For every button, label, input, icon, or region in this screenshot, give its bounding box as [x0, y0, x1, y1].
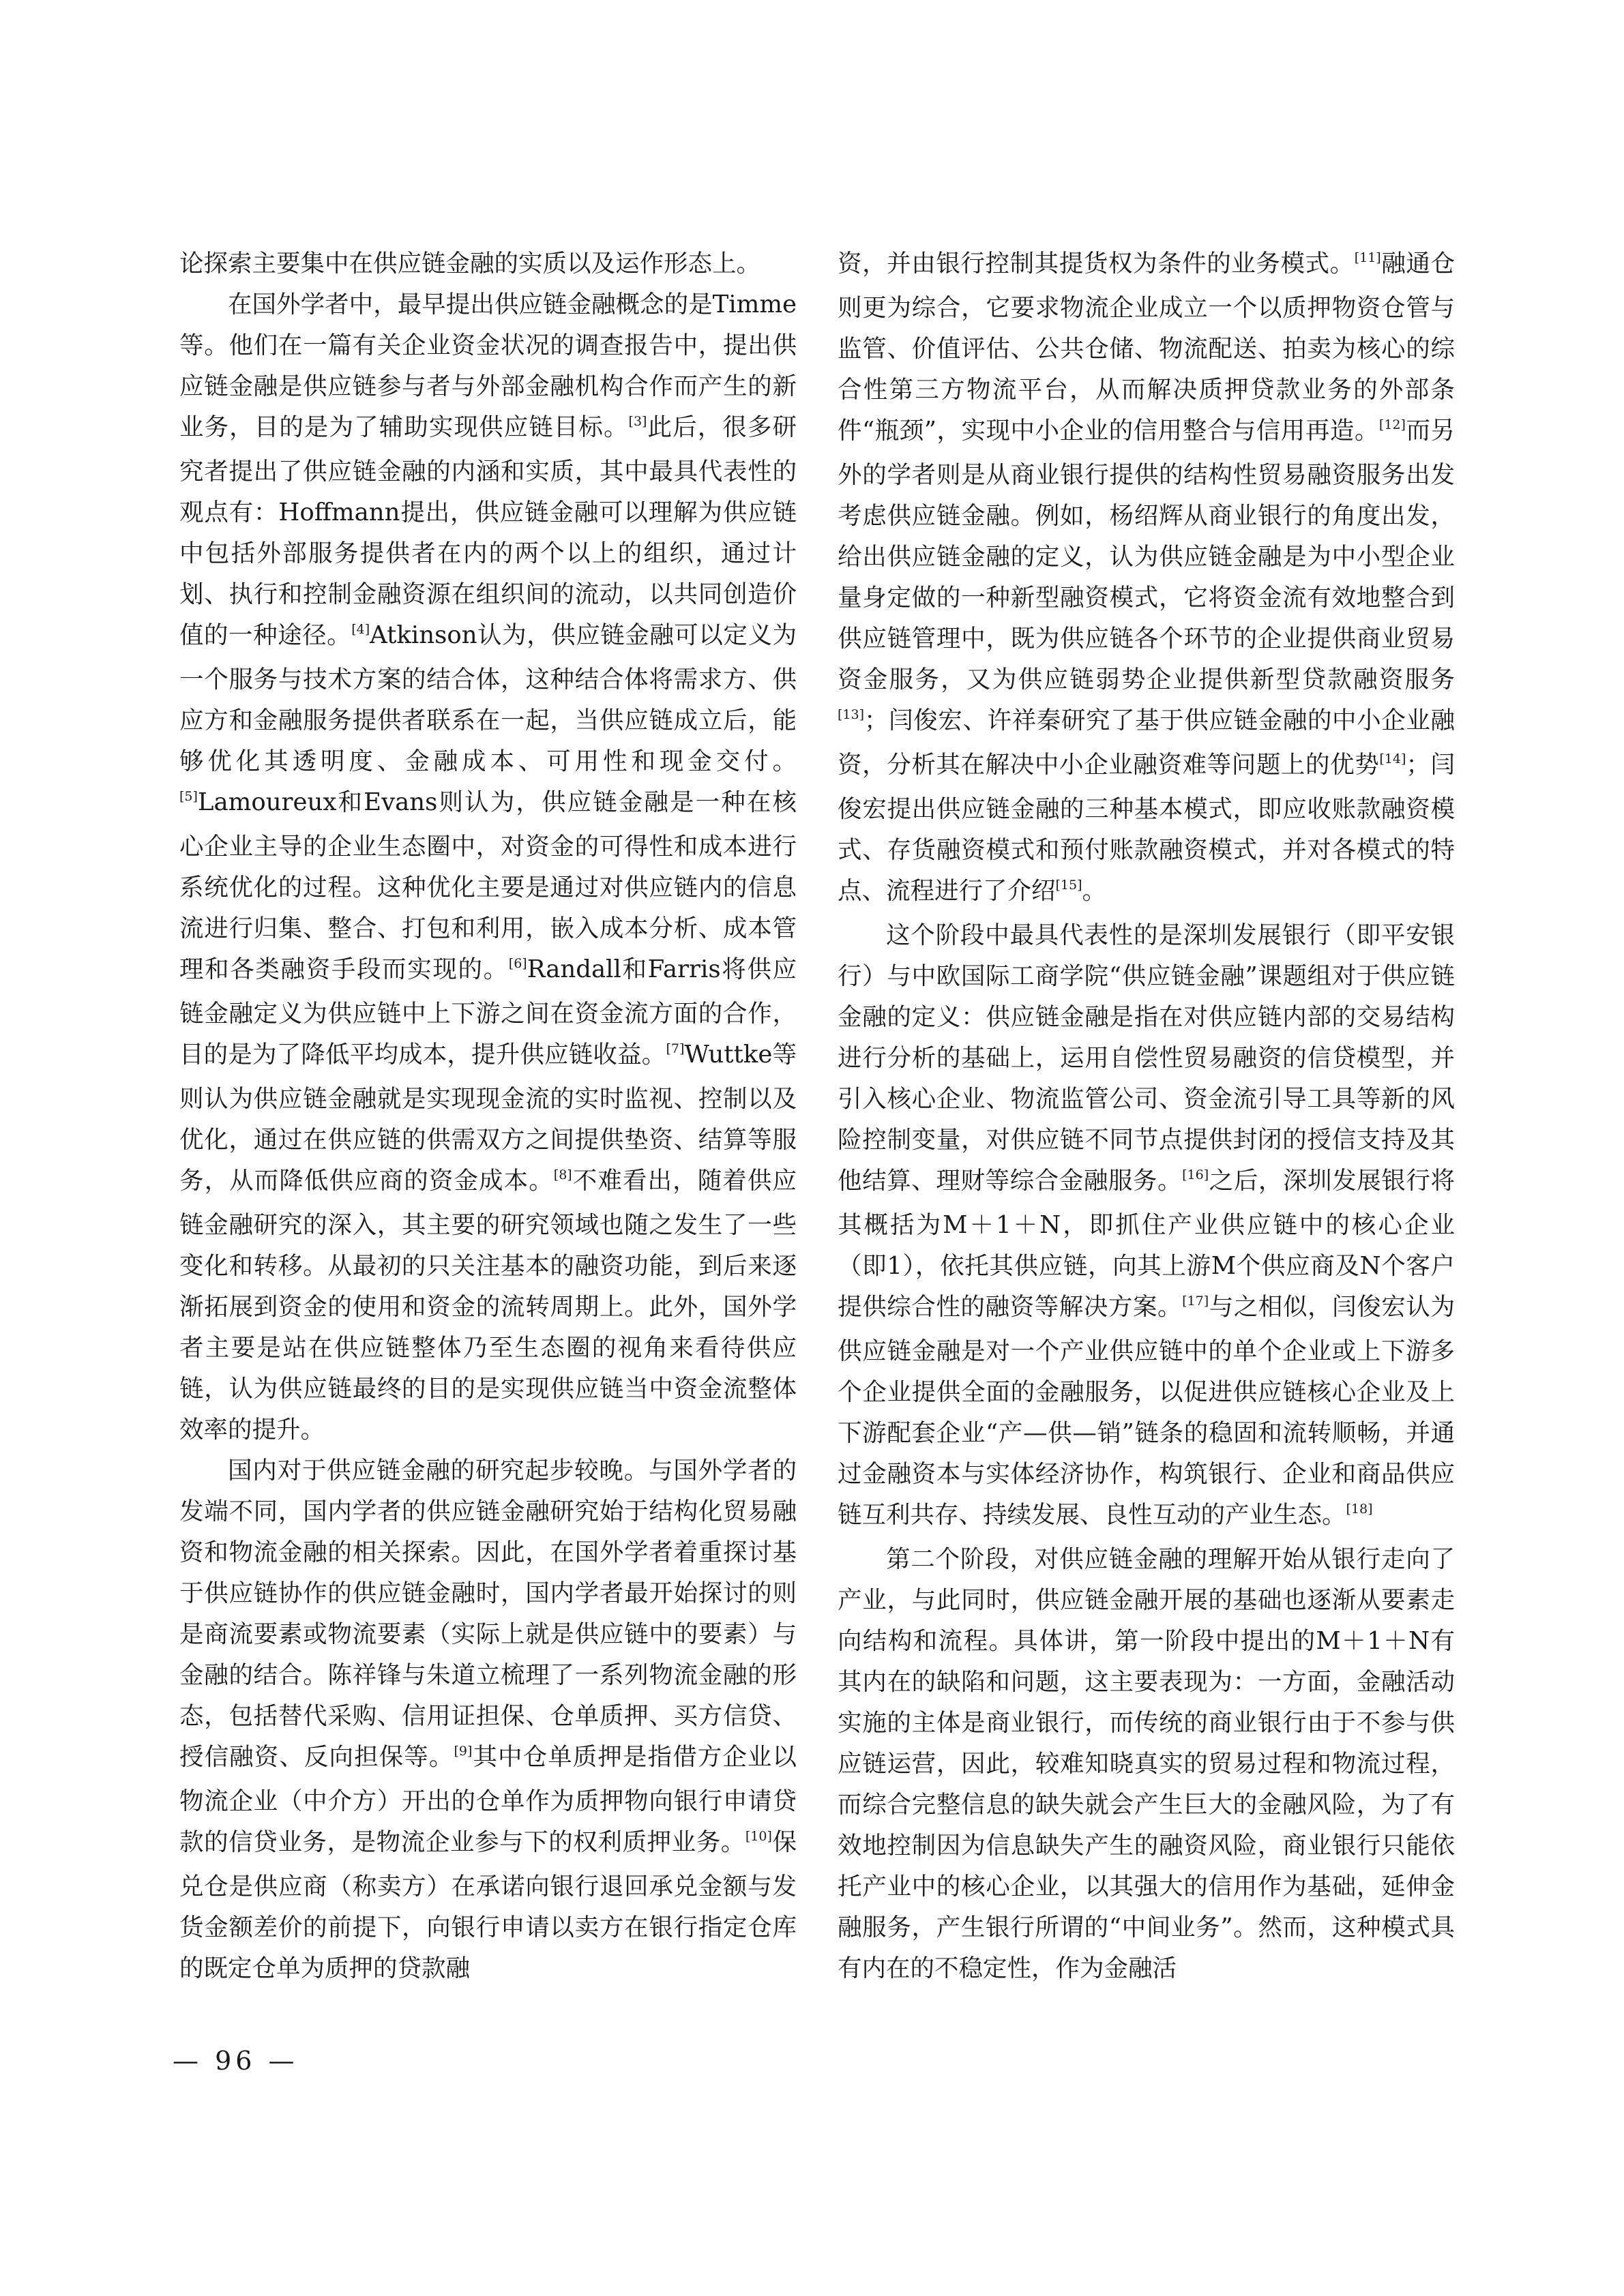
text-run: 而另外的学者则是从商业银行提供的结构性贸易融资服务出发考虑供应链金融。例如，杨绍辉从商业银行的角度出发，给出供应链金融的定义，认为供应链金融是为中小型企业量身定做的一种新型融资模式，它将资金流有效地整合到供应链管理中，既为供应链各个环节的企业提供商业贸易资金服务，又为供应链弱势企业提供新型贷款融资服务 [838, 417, 1455, 694]
citation-ref: [17] [1182, 1294, 1209, 1309]
paragraph-continuation [838, 243, 1455, 915]
citation-ref: [16] [1182, 1167, 1209, 1182]
text-run: 第二个阶段，对供应链金融的理解开始从银行走向了产业，与此同时，供应链金融开展的基础也逐渐从要素走向结构和流程。具体讲，第一阶段中提出的M＋1＋N有其内在的缺陷和问题，这主要表现为：一方面，金融活动实施的主体是商业银行，而传统的商业银行由于不参与供应链运营，因此，较难知晓真实的贸易过程和物流过程，而综合完整信息的缺失就会产生巨大的金融风险，为了有效地控制因为信息缺失产生的融资风险，商业银行只能依托产业中的核心企业，以其强大的信用作为基础，延伸金融服务，产生银行所谓的“中间业务”。然而，这种模式具有内在的不稳定性，作为金融活 [838, 1545, 1455, 1982]
text-run: 论探索主要集中在供应链金融的实质以及运作形态上。 [179, 250, 761, 278]
citation-ref: [3] [628, 414, 647, 429]
citation-ref: [4] [351, 622, 370, 637]
citation-ref: [5] [179, 789, 198, 804]
text-run: ；闫俊宏提出供应链金融的三种基本模式，即应收账款融资模式、存货融资模式和预付账款融资模式，并对各模式的特点、流程进行了介绍 [838, 751, 1455, 905]
citation-ref: [12] [1378, 417, 1406, 432]
paragraph-continuation [179, 243, 797, 284]
text-run: 资，并由银行控制其提货权为条件的业务模式。 [838, 250, 1355, 278]
paragraph [838, 915, 1455, 1539]
text-run: 。 [1082, 877, 1107, 905]
text-run: 之后，深圳发展银行将其概括为M＋1＋N，即抓住产业供应链中的核心企业（即1），依托其供应链，向其上游M个供应商及N个客户提供综合性的融资等解决方案。 [838, 1167, 1455, 1321]
left-column [179, 243, 797, 1989]
text-run: 保兑仓是供应商（称卖方）在承诺向银行退回承兑金额与发货金额差价的前提下，向银行申请以卖方在银行指定仓库的既定仓单为质押的贷款融 [179, 1828, 797, 1982]
citation-ref: [6] [508, 956, 527, 971]
text-run: 在国外学者中，最早提出供应链金融概念的是Timme等。他们在一篇有关企业资金状况的调查报告中，提出供应链金融是供应链参与者与外部金融机构合作而产生的新业务，目的是为了辅助实现供应链目标。 [179, 290, 797, 441]
citation-ref: [13] [838, 707, 865, 722]
paragraph [838, 1539, 1455, 1989]
text-run: Lamoureux和Evans则认为，供应链金融是一种在核心企业主导的企业生态圈中，对资金的可得性和成本进行系统优化的过程。这种优化主要是通过对供应链内的信息流进行归集、整合、打包和利用，嵌入成本分析、成本管理和各类融资手段而实现的。 [179, 788, 797, 983]
right-column [838, 243, 1455, 1989]
text-run: 此后，很多研究者提出了供应链金融的内涵和实质，其中最具代表性的观点有：Hoffmann提出，供应链金融可以理解为供应链中包括外部服务提供者在内的两个以上的组织，通过计划、执行和控制金融资源在组织间的流动，以共同创造价值的一种途径。 [179, 413, 797, 649]
paragraph [179, 1450, 797, 1989]
text-run: 其中仓单质押是指借方企业以物流企业（中介方）开出的仓单作为质押物向银行申请贷款的信贷业务，是物流企业参与下的权利质押业务。 [179, 1743, 797, 1856]
text-run: ；闫俊宏、许祥秦研究了基于供应链金融的中小企业融资，分析其在解决中小企业融资难等问题上的优势 [838, 706, 1455, 779]
text-run: 不难看出，随着供应链金融研究的深入，其主要的研究领域也随之发生了一些变化和转移。从最初的只关注基本的融资功能，到后来逐渐拓展到资金的使用和资金的流转周期上。此外，国外学者主要是站在供应链整体乃至生态圈的视角来看待供应链，认为供应链最终的目的是实现供应链当中资金流整体效率的提升。 [179, 1167, 797, 1444]
citation-ref: [11] [1354, 250, 1381, 265]
text-run: Atkinson认为，供应链金融可以定义为一个服务与技术方案的结合体，这种结合体将需求方、供应方和金融服务提供者联系在一起，当供应链成立后，能够优化其透明度、金融成本、可用性和现金交付。 [179, 621, 797, 775]
text-run: 融通仓则更为综合，它要求物流企业成立一个以质押物资仓管与监管、价值评估、公共仓储、物流配送、拍卖为核心的综合性第三方物流平台，从而解决质押贷款业务的外部条件“瓶颈”，实现中小企业的信用整合与信用再造。 [838, 250, 1455, 445]
citation-ref: [7] [666, 1041, 685, 1056]
text-run: Wuttke等则认为供应链金融就是实现现金流的实时监视、控制以及优化，通过在供应链的供需双方之间提供垫资、结算等服务，从而降低供应商的资金成本。 [179, 1041, 797, 1195]
page-number: — 96 — [173, 2046, 299, 2076]
text-run: 国内对于供应链金融的研究起步较晚。与国外学者的发端不同，国内学者的供应链金融研究始于结构化贸易融资和物流金融的相关探索。因此，在国外学者着重探讨基于供应链协作的供应链金融时，国内学者最开始探讨的则是商流要素或物流要素（实际上就是供应链中的要素）与金融的结合。陈祥锋与朱道立梳理了一系列物流金融的形态，包括替代采购、信用证担保、仓单质押、买方信贷、授信融资、反向担保等。 [179, 1457, 797, 1771]
citation-ref: [18] [1346, 1502, 1373, 1517]
citation-ref: [10] [745, 1829, 772, 1844]
text-run: 这个阶段中最具代表性的是深圳发展银行（即平安银行）与中欧国际工商学院“供应链金融”课题组对于供应链金融的定义：供应链金融是指在对供应链内部的交易结构进行分析的基础上，运用自偿性贸易融资的信贷模型，并引入核心企业、物流监管公司、资金流引导工具等新的风险控制变量，对供应链不同节点提供封闭的授信支持及其他结算、理财等综合金融服务。 [838, 921, 1455, 1195]
citation-ref: [15] [1055, 878, 1082, 893]
citation-ref: [8] [553, 1167, 572, 1182]
text-run: 与之相似，闫俊宏认为供应链金融是对一个产业供应链中的单个企业或上下游多个企业提供全面的金融服务，以促进供应链核心企业及上下游配套企业“产—供—销”链条的稳固和流转顺畅，并通过金融资本与实体经济协作，构筑银行、企业和商品供应链互利共存、持续发展、良性互动的产业生态。 [838, 1293, 1455, 1529]
citation-ref: [14] [1379, 751, 1406, 766]
citation-ref: [9] [454, 1744, 473, 1759]
paragraph [179, 284, 797, 1450]
text-run: Randall和Farris将供应链金融定义为供应链中上下游之间在资金流方面的合作，目的是为了降低平均成本，提升供应链收益。 [179, 955, 797, 1069]
